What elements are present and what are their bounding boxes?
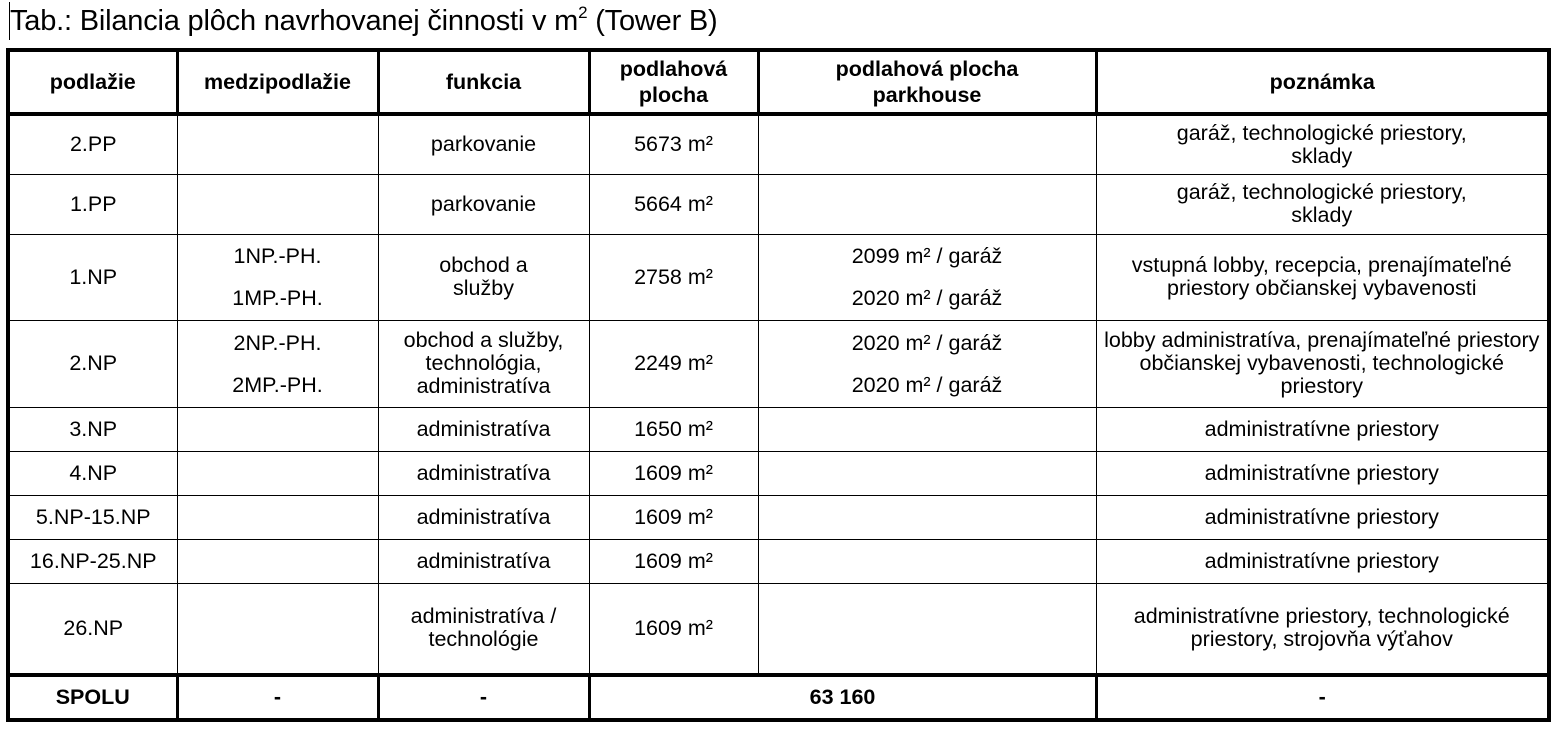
parkhouse-line: 2020 m² / garáž	[851, 286, 1003, 310]
table-row	[8, 234, 1549, 320]
cell-podlazie: 5.NP-15.NP	[8, 495, 177, 539]
title-superscript: 2	[578, 3, 588, 22]
cell-funkcia: obchod a služby, technológia, administratíva	[378, 320, 589, 407]
header-row	[8, 50, 1549, 114]
table-row	[8, 583, 1549, 675]
cell-plocha: 5673 m²	[589, 114, 758, 174]
medzipodlazie-line: 2NP.-PH.	[233, 330, 322, 355]
area-balance-table	[6, 48, 1551, 722]
header-podlahova-plocha: podlahová plocha	[589, 50, 758, 114]
cell-funkcia: parkovanie	[378, 174, 589, 234]
cell-plocha: 2758 m²	[589, 234, 758, 320]
parkhouse-line: 2099 m² / garáž	[851, 244, 1003, 268]
medzipodlazie-line: 2MP.-PH.	[232, 372, 323, 397]
title-suffix: (Tower B)	[587, 5, 718, 37]
cell-poznamka: lobby administratíva, prenajímateľné priestory občianskej vybavenosti, technologické priestory	[1096, 320, 1549, 407]
cell-funkcia: administratíva	[378, 407, 589, 451]
cell-funkcia: parkovanie	[378, 114, 589, 174]
cell-medzipodlazie	[177, 451, 378, 495]
cell-poznamka: administratívne priestory	[1096, 451, 1549, 495]
cell-medzipodlazie	[177, 495, 378, 539]
table-row	[8, 174, 1549, 234]
cell-medzipodlazie	[177, 234, 378, 320]
cell-parkhouse	[758, 583, 1096, 675]
cell-funkcia: administratíva	[378, 539, 589, 583]
cell-plocha: 1609 m²	[589, 495, 758, 539]
medzipodlazie-line: 1MP.-PH.	[232, 286, 323, 310]
cell-plocha: 1609 m²	[589, 539, 758, 583]
cell-funkcia: administratíva	[378, 495, 589, 539]
table-row	[8, 539, 1549, 583]
header-medzipodlazie: medzipodlažie	[177, 50, 378, 114]
cell-parkhouse	[758, 114, 1096, 174]
total-label: SPOLU	[8, 675, 177, 720]
total-medzipodlazie: -	[177, 675, 378, 720]
cell-plocha: 5664 m²	[589, 174, 758, 234]
cell-poznamka: garáž, technologické priestory, sklady	[1096, 114, 1549, 174]
cell-parkhouse	[758, 407, 1096, 451]
table-row	[8, 451, 1549, 495]
table-row	[8, 320, 1549, 407]
total-plocha: 63 160	[589, 675, 1096, 720]
cell-podlazie: 26.NP	[8, 583, 177, 675]
cell-funkcia: obchod a služby	[378, 234, 589, 320]
cell-podlazie: 1.NP	[8, 234, 177, 320]
table-row	[8, 495, 1549, 539]
table-row	[8, 114, 1549, 174]
table-row	[8, 407, 1549, 451]
cell-poznamka: administratívne priestory, technologické priestory, strojovňa výťahov	[1096, 583, 1549, 675]
cell-parkhouse	[758, 539, 1096, 583]
cell-plocha: 2249 m²	[589, 320, 758, 407]
cell-funkcia: administratíva	[378, 451, 589, 495]
cell-medzipodlazie	[177, 583, 378, 675]
cell-plocha: 1609 m²	[589, 451, 758, 495]
header-podlazie: podlažie	[8, 50, 177, 114]
cell-poznamka: administratívne priestory	[1096, 539, 1549, 583]
cell-medzipodlazie	[177, 320, 378, 407]
cell-podlazie: 16.NP-25.NP	[8, 539, 177, 583]
cell-parkhouse	[758, 174, 1096, 234]
total-poznamka: -	[1096, 675, 1549, 720]
parkhouse-line: 2020 m² / garáž	[851, 372, 1003, 397]
cell-parkhouse	[758, 495, 1096, 539]
title-prefix: Tab.: Bilancia plôch navrhovanej činnosti v m	[10, 5, 579, 37]
header-poznamka: poznámka	[1096, 50, 1549, 114]
cell-medzipodlazie	[177, 114, 378, 174]
table-title	[10, 2, 718, 40]
cell-medzipodlazie	[177, 539, 378, 583]
header-funkcia: funkcia	[378, 50, 589, 114]
cell-poznamka: administratívne priestory	[1096, 407, 1549, 451]
parkhouse-line: 2020 m² / garáž	[851, 330, 1003, 355]
total-funkcia: -	[378, 675, 589, 720]
cell-podlazie: 2.NP	[8, 320, 177, 407]
cell-poznamka: administratívne priestory	[1096, 495, 1549, 539]
cell-podlazie: 2.PP	[8, 114, 177, 174]
cell-medzipodlazie	[177, 407, 378, 451]
cell-podlazie: 3.NP	[8, 407, 177, 451]
cell-podlazie: 1.PP	[8, 174, 177, 234]
cell-podlazie: 4.NP	[8, 451, 177, 495]
cell-poznamka: vstupná lobby, recepcia, prenajímateľné priestory občianskej vybavenosti	[1096, 234, 1549, 320]
header-parkhouse: podlahová plocha parkhouse	[758, 50, 1096, 114]
cell-parkhouse	[758, 234, 1096, 320]
cell-parkhouse	[758, 320, 1096, 407]
cell-plocha: 1650 m²	[589, 407, 758, 451]
cell-funkcia: administratíva / technológie	[378, 583, 589, 675]
cell-parkhouse	[758, 451, 1096, 495]
cell-plocha: 1609 m²	[589, 583, 758, 675]
cell-medzipodlazie	[177, 174, 378, 234]
medzipodlazie-line: 1NP.-PH.	[233, 244, 322, 268]
cell-poznamka: garáž, technologické priestory, sklady	[1096, 174, 1549, 234]
total-row	[8, 675, 1549, 720]
